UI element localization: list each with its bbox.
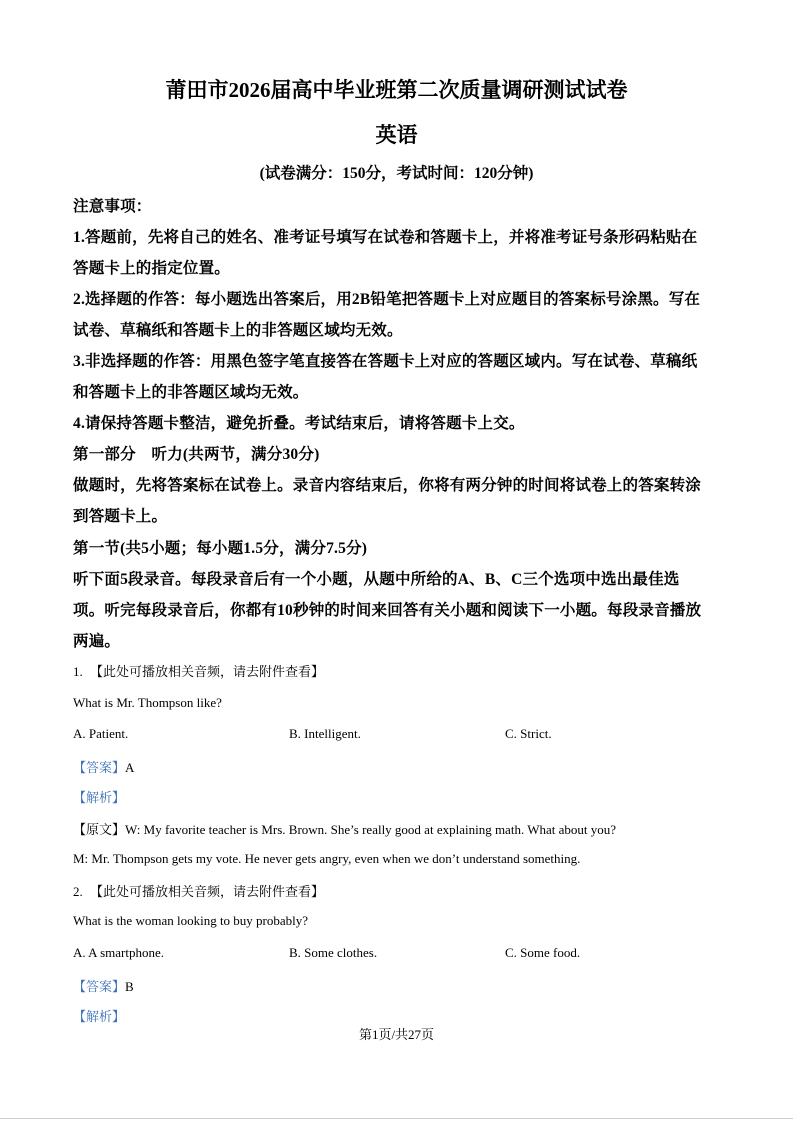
section1-intro-line: 项。听完每段录音后，你都有10秒钟的时间来回答有关小题和阅读下一小题。每段录音播放 <box>73 602 702 619</box>
notice-line: 2.选择题的作答：每小题选出答案后，用2B铅笔把答题卡上对应题目的答案标号涂黑。写在 <box>73 291 701 308</box>
part1-intro-line: 到答题卡上。 <box>73 508 168 525</box>
option-c: C. Strict. <box>505 726 552 741</box>
page-bottom-divider <box>0 1118 793 1119</box>
question-number: 1. <box>73 664 83 679</box>
question-number: 2. <box>73 884 83 899</box>
answer-tag: 【答案】 <box>73 760 126 775</box>
answer-value: A <box>125 760 135 775</box>
exam-title: 莆田市2026届高中毕业班第二次质量调研测试试卷 <box>165 78 628 102</box>
original-tag: 【原文】 <box>73 822 126 837</box>
original-line <box>73 819 616 838</box>
part1-intro-line: 做题时，先将答案标在试卷上。录音内容结束后，你将有两分钟的时间将试卷上的答案转涂 <box>73 477 702 494</box>
section1-heading: 第一节(共5小题；每小题1.5分，满分7.5分) <box>73 540 368 557</box>
notice-line: 和答题卡上的非答题区域均无效。 <box>73 384 309 401</box>
question-1-header <box>73 661 324 680</box>
audio-note[interactable]: 【此处可播放相关音频，请去附件查看】 <box>90 664 325 679</box>
option-a: A. Patient. <box>73 726 129 741</box>
analysis-tag: 【解析】 <box>73 790 126 805</box>
page-number: 第1页/共27页 <box>358 1027 435 1042</box>
question-2-header <box>73 881 324 900</box>
notice-line: 答题卡上的指定位置。 <box>73 260 231 277</box>
question-stem: What is Mr. Thompson like? <box>73 695 222 710</box>
subject-title: 英语 <box>375 123 418 147</box>
answer-value: B <box>125 979 134 994</box>
notice-line: 4.请保持答题卡整洁，避免折叠。考试结束后，请将答题卡上交。 <box>73 415 525 432</box>
option-a: A. A smartphone. <box>73 945 164 960</box>
exam-meta: (试卷满分：150分，考试时间：120分钟) <box>259 165 534 182</box>
section1-intro-line: 两遍。 <box>73 633 121 650</box>
section1-intro-line: 听下面5段录音。每段录音后有一个小题，从题中所给的A、B、C三个选项中选出最佳选 <box>73 571 680 588</box>
option-c: C. Some food. <box>505 945 581 960</box>
notice-line: 3.非选择题的作答：用黑色签字笔直接答在答题卡上对应的答题区域内。写在试卷、草稿纸 <box>73 353 698 370</box>
answer-tag: 【答案】 <box>73 979 126 994</box>
question-stem: What is the woman looking to buy probably? <box>73 913 309 928</box>
part1-heading: 第一部分 听力(共两节，满分30分) <box>73 446 320 463</box>
option-b: B. Intelligent. <box>289 726 361 741</box>
answer-line <box>73 976 134 995</box>
original-line: M: Mr. Thompson gets my vote. He never gets angry, even when we don’t understand something. <box>73 851 581 866</box>
analysis-tag: 【解析】 <box>73 1009 126 1024</box>
notice-line: 1.答题前，先将自己的姓名、准考证号填写在试卷和答题卡上，并将准考证号条形码粘贴在 <box>73 229 698 246</box>
audio-note[interactable]: 【此处可播放相关音频，请去附件查看】 <box>90 884 325 899</box>
option-b: B. Some clothes. <box>289 945 378 960</box>
notice-line: 试卷、草稿纸和答题卡上的非答题区域均无效。 <box>73 322 403 339</box>
answer-line <box>73 757 134 776</box>
notice-heading: 注意事项： <box>73 198 152 215</box>
original-text: W: My favorite teacher is Mrs. Brown. She’s really good at explaining math. What about you? <box>125 822 617 837</box>
